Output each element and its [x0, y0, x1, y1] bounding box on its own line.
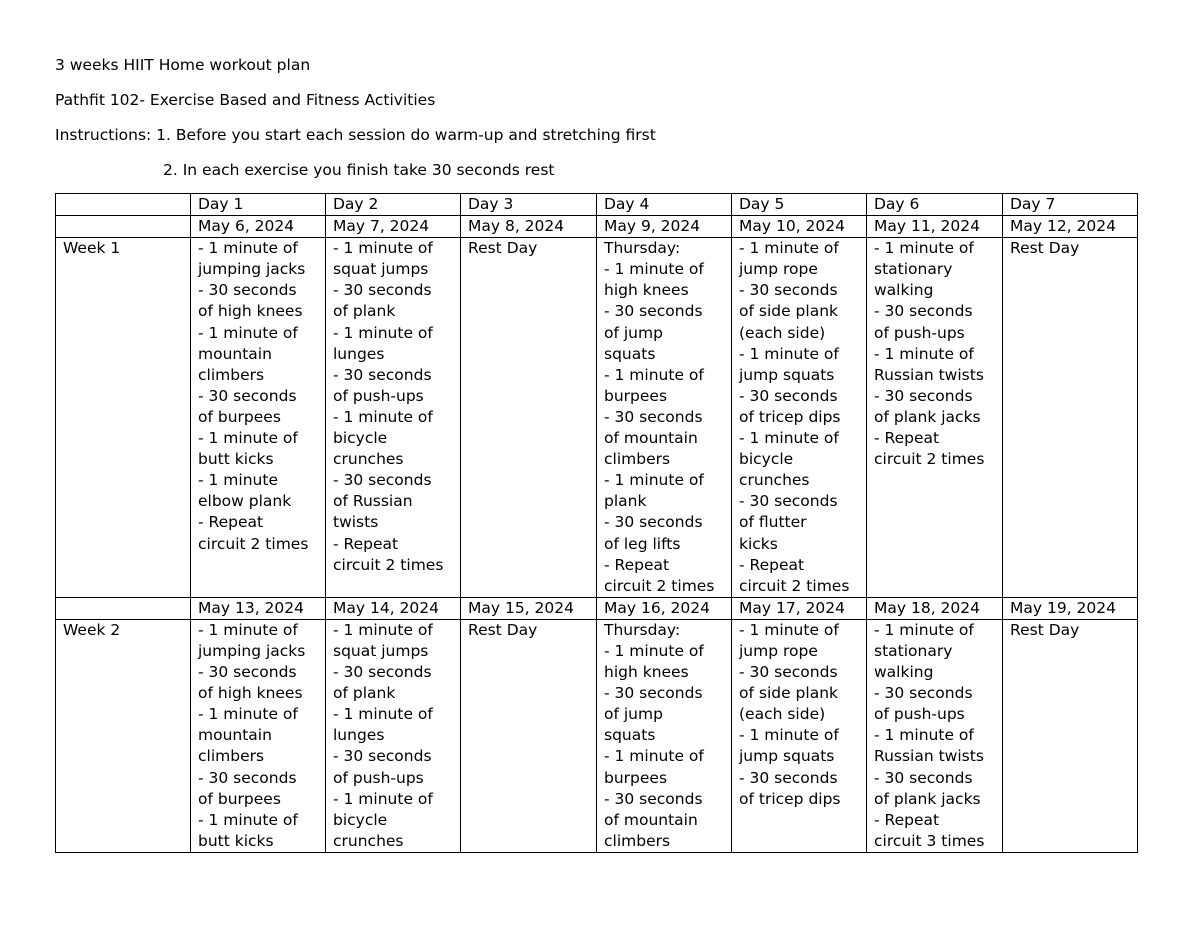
activity-line: of flutter — [739, 513, 807, 532]
date-row — [56, 597, 1138, 619]
activity-line: of burpees — [198, 789, 281, 808]
activity-line: - 1 minute of — [739, 620, 839, 639]
activity-line: - 1 minute of — [874, 620, 974, 639]
activity-line: butt kicks — [198, 450, 274, 469]
week-label: Week 1 — [56, 238, 191, 598]
activity-line: crunches — [333, 831, 404, 850]
activity-line: - 30 seconds — [739, 492, 838, 511]
activity-line: jump rope — [739, 641, 818, 660]
activity-cell — [732, 619, 867, 852]
activity-line: - 1 minute of — [333, 323, 433, 342]
activity-line: - 30 seconds — [739, 386, 838, 405]
activity-line: circuit 3 times — [874, 831, 985, 850]
activity-line: - 1 minute of — [874, 344, 974, 363]
date-cell: May 10, 2024 — [732, 216, 867, 238]
activity-line: - Repeat — [874, 429, 940, 448]
date-cell: May 7, 2024 — [326, 216, 461, 238]
activity-line: of side plank — [739, 302, 838, 321]
date-row — [56, 216, 1138, 238]
activity-line: - 30 seconds — [874, 684, 973, 703]
activity-line: stationary — [874, 641, 953, 660]
activity-line: of tricep dips — [739, 789, 841, 808]
activity-line: - 1 minute of — [739, 429, 839, 448]
instruction-line-1: Instructions: 1. Before you start each session do warm-up and stretching first — [55, 126, 656, 144]
activity-line: - 30 seconds — [198, 386, 297, 405]
day-header: Day 4 — [597, 194, 732, 216]
instruction-line-2: 2. In each exercise you finish take 30 seconds rest — [163, 161, 555, 179]
activity-line: crunches — [739, 471, 810, 490]
activity-line: - 1 minute of — [333, 620, 433, 639]
activity-line: - 30 seconds — [604, 302, 703, 321]
activity-line: elbow plank — [198, 492, 292, 511]
activity-cell — [597, 619, 732, 852]
activity-line: high knees — [604, 663, 689, 682]
activity-line: lunges — [333, 726, 385, 745]
activity-line: Russian twists — [874, 365, 984, 384]
activity-line: - 30 seconds — [874, 768, 973, 787]
activity-line: kicks — [739, 534, 778, 553]
date-cell: May 13, 2024 — [191, 597, 326, 619]
activity-line: jumping jacks — [198, 260, 306, 279]
activity-line: squats — [604, 344, 656, 363]
activity-line: Rest Day — [1010, 239, 1080, 258]
activity-line: - 1 minute of — [333, 407, 433, 426]
activity-line: walking — [874, 663, 934, 682]
activity-line: of jump — [604, 705, 663, 724]
activity-line: squat jumps — [333, 260, 429, 279]
activity-cell — [326, 619, 461, 852]
activity-cell — [867, 238, 1003, 598]
activity-line: - 30 seconds — [604, 789, 703, 808]
day-header: Day 7 — [1003, 194, 1138, 216]
activity-line: of plank — [333, 684, 396, 703]
date-cell: May 15, 2024 — [461, 597, 597, 619]
activity-line: - Repeat — [198, 513, 264, 532]
activity-line: of high knees — [198, 684, 303, 703]
activity-line: of mountain — [604, 810, 698, 829]
activity-line: - 1 minute of — [874, 239, 974, 258]
activity-line: - 1 minute of — [739, 726, 839, 745]
activity-line: bicycle — [739, 450, 794, 469]
activity-line: circuit 2 times — [874, 450, 985, 469]
corner-cell — [56, 194, 191, 216]
activity-line: (each side) — [739, 705, 826, 724]
activity-line: climbers — [604, 450, 671, 469]
activity-line: - 1 minute of — [604, 260, 704, 279]
activity-cell — [1003, 238, 1138, 598]
activity-line: of plank jacks — [874, 789, 981, 808]
activity-line: squat jumps — [333, 641, 429, 660]
activity-cell — [732, 238, 867, 598]
activity-line: of plank — [333, 302, 396, 321]
activity-line: - 1 minute of — [874, 726, 974, 745]
activity-line: of Russian — [333, 492, 413, 511]
activity-line: circuit 2 times — [604, 576, 715, 595]
activity-line: - 1 minute of — [198, 429, 298, 448]
date-cell: May 9, 2024 — [597, 216, 732, 238]
activity-line: Thursday: — [604, 239, 681, 258]
activity-line: jump squats — [739, 365, 835, 384]
day-header: Day 3 — [461, 194, 597, 216]
activity-line: burpees — [604, 768, 668, 787]
activity-line: - 1 minute of — [604, 471, 704, 490]
week-label: Week 2 — [56, 619, 191, 852]
activity-line: - 1 minute of — [739, 344, 839, 363]
activity-line: Rest Day — [468, 620, 538, 639]
day-header: Day 6 — [867, 194, 1003, 216]
activity-line: - 1 minute of — [198, 323, 298, 342]
date-cell: May 6, 2024 — [191, 216, 326, 238]
activity-cell — [1003, 619, 1138, 852]
date-row-label-cell — [56, 597, 191, 619]
activity-line: stationary — [874, 260, 953, 279]
activity-line: jump rope — [739, 260, 818, 279]
week-row — [56, 238, 1138, 598]
activity-line: - 30 seconds — [198, 281, 297, 300]
activity-cell — [191, 238, 326, 598]
activity-line: of plank jacks — [874, 407, 981, 426]
activity-cell — [191, 619, 326, 852]
date-row-label-cell — [56, 216, 191, 238]
activity-line: lunges — [333, 344, 385, 363]
activity-line: of push-ups — [874, 323, 965, 342]
activity-line: - 1 minute of — [333, 705, 433, 724]
activity-line: bicycle — [333, 429, 388, 448]
activity-line: of push-ups — [333, 768, 424, 787]
activity-line: - Repeat — [739, 555, 805, 574]
activity-line: crunches — [333, 450, 404, 469]
date-cell: May 18, 2024 — [867, 597, 1003, 619]
activity-line: jump squats — [739, 747, 835, 766]
activity-line: circuit 2 times — [739, 576, 850, 595]
activity-line: walking — [874, 281, 934, 300]
activity-line: - 30 seconds — [874, 386, 973, 405]
activity-line: Rest Day — [468, 239, 538, 258]
workout-plan-table — [55, 193, 1138, 853]
activity-line: - 30 seconds — [333, 663, 432, 682]
activity-line: - 30 seconds — [604, 684, 703, 703]
day-header: Day 1 — [191, 194, 326, 216]
activity-line: - Repeat — [874, 810, 940, 829]
activity-line: - 1 minute of — [198, 705, 298, 724]
activity-cell — [326, 238, 461, 598]
activity-line: climbers — [604, 831, 671, 850]
day-header-row — [56, 194, 1138, 216]
activity-line: mountain — [198, 344, 272, 363]
activity-line: burpees — [604, 386, 668, 405]
activity-line: - 30 seconds — [739, 281, 838, 300]
activity-line: mountain — [198, 726, 272, 745]
activity-line: - Repeat — [333, 534, 399, 553]
activity-line: jumping jacks — [198, 641, 306, 660]
document-title: 3 weeks HIIT Home workout plan — [55, 56, 311, 74]
activity-line: of side plank — [739, 684, 838, 703]
date-cell: May 16, 2024 — [597, 597, 732, 619]
activity-line: squats — [604, 726, 656, 745]
activity-line: twists — [333, 513, 379, 532]
activity-line: of high knees — [198, 302, 303, 321]
activity-line: climbers — [198, 747, 265, 766]
activity-line: - 30 seconds — [333, 747, 432, 766]
activity-line: plank — [604, 492, 647, 511]
activity-line: (each side) — [739, 323, 826, 342]
activity-line: - 1 minute of — [604, 365, 704, 384]
activity-line: high knees — [604, 281, 689, 300]
date-cell: May 11, 2024 — [867, 216, 1003, 238]
activity-line: bicycle — [333, 810, 388, 829]
activity-line: - 1 minute — [198, 471, 278, 490]
activity-line: of tricep dips — [739, 407, 841, 426]
week-row — [56, 619, 1138, 852]
activity-line: - 30 seconds — [739, 768, 838, 787]
activity-line: - 30 seconds — [604, 513, 703, 532]
activity-line: - 30 seconds — [333, 365, 432, 384]
activity-line: - 30 seconds — [333, 471, 432, 490]
activity-line: - 1 minute of — [198, 239, 298, 258]
activity-line: - 1 minute of — [198, 620, 298, 639]
activity-line: of push-ups — [874, 705, 965, 724]
date-cell: May 14, 2024 — [326, 597, 461, 619]
activity-cell — [867, 619, 1003, 852]
course-name: Pathfit 102- Exercise Based and Fitness Activities — [55, 91, 436, 109]
activity-line: - 30 seconds — [198, 768, 297, 787]
activity-line: of push-ups — [333, 386, 424, 405]
activity-line: - 30 seconds — [739, 663, 838, 682]
activity-line: Rest Day — [1010, 620, 1080, 639]
activity-line: - 30 seconds — [604, 407, 703, 426]
activity-line: - 30 seconds — [874, 302, 973, 321]
activity-line: of jump — [604, 323, 663, 342]
activity-line: circuit 2 times — [333, 555, 444, 574]
activity-cell — [597, 238, 732, 598]
activity-line: of mountain — [604, 429, 698, 448]
activity-line: - 1 minute of — [739, 239, 839, 258]
activity-line: - 1 minute of — [198, 810, 298, 829]
activity-line: - 1 minute of — [333, 789, 433, 808]
day-header: Day 2 — [326, 194, 461, 216]
activity-line: climbers — [198, 365, 265, 384]
activity-line: - 30 seconds — [198, 663, 297, 682]
activity-line: of burpees — [198, 407, 281, 426]
activity-line: butt kicks — [198, 831, 274, 850]
date-cell: May 19, 2024 — [1003, 597, 1138, 619]
date-cell: May 8, 2024 — [461, 216, 597, 238]
activity-line: - 30 seconds — [333, 281, 432, 300]
activity-line: - Repeat — [604, 555, 670, 574]
activity-line: - 1 minute of — [604, 747, 704, 766]
activity-cell — [461, 619, 597, 852]
day-header: Day 5 — [732, 194, 867, 216]
activity-line: circuit 2 times — [198, 534, 309, 553]
activity-line: of leg lifts — [604, 534, 681, 553]
activity-line: - 1 minute of — [604, 641, 704, 660]
activity-cell — [461, 238, 597, 598]
activity-line: Thursday: — [604, 620, 681, 639]
date-cell: May 17, 2024 — [732, 597, 867, 619]
activity-line: - 1 minute of — [333, 239, 433, 258]
date-cell: May 12, 2024 — [1003, 216, 1138, 238]
activity-line: Russian twists — [874, 747, 984, 766]
